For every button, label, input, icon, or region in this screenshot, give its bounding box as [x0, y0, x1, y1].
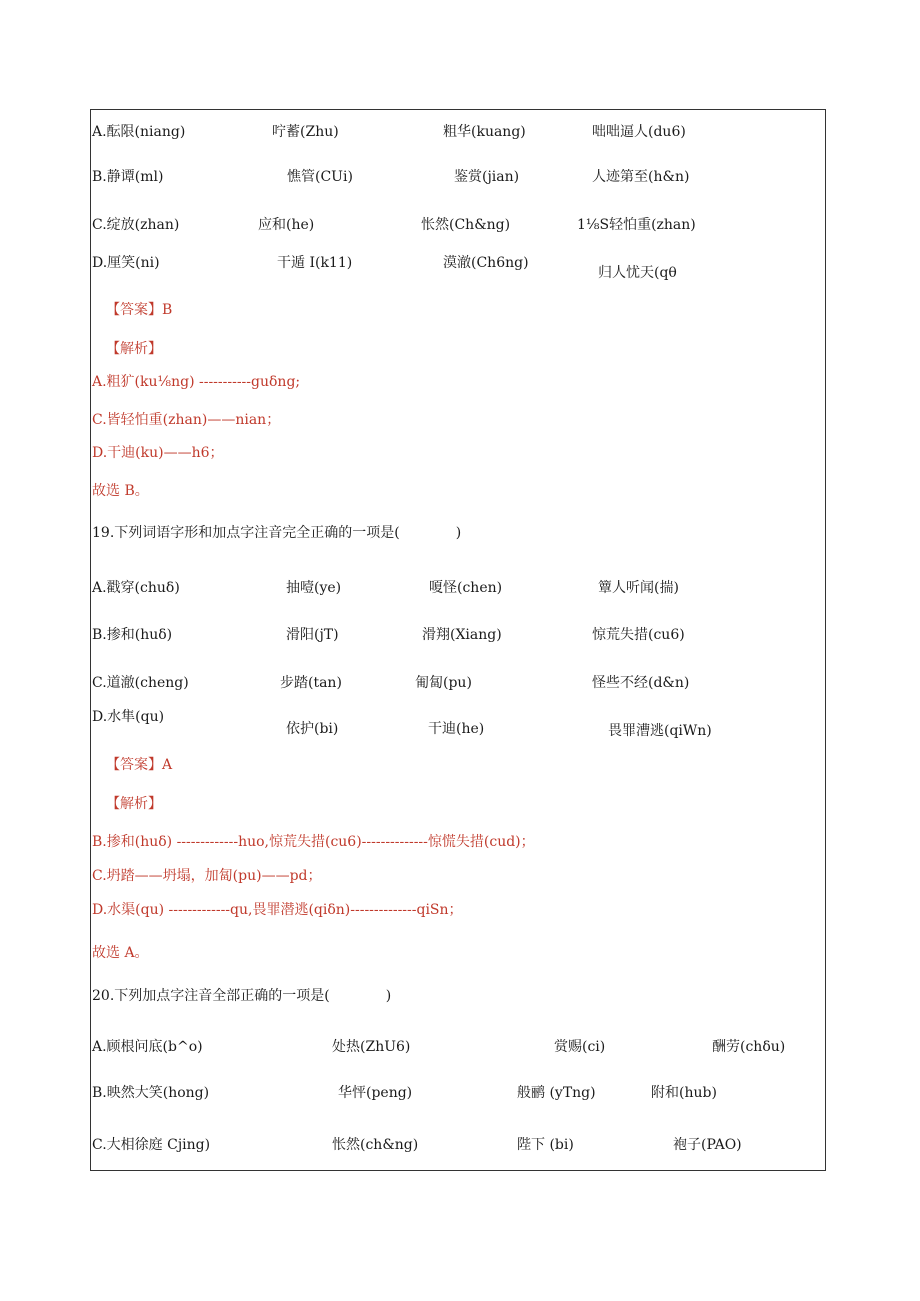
q20-option-a-1: A.顾根问底(b^o) — [92, 1039, 203, 1055]
q18-analysis-line: D.干迪(ku)——h6； — [92, 445, 224, 461]
q18-option-c-3: 怅然(Ch&ng) — [421, 217, 511, 233]
q19-stem: 19.下列词语字形和加点字注音完全正确的一项是( ) — [92, 525, 462, 541]
q18-option-b-3: 鉴赏(jian) — [454, 169, 520, 185]
q18-option-a-2: 咛蓄(Zhu) — [272, 124, 339, 140]
q19-answer: 【答案】A — [106, 757, 173, 773]
q19-option-b-2: 滑阳(jT) — [286, 627, 339, 643]
q19-option-d-2: 依护(bi) — [286, 721, 339, 737]
q18-option-d-3: 漠澈(Ch6ng) — [443, 255, 529, 271]
q18-analysis-line: C.皆轻怕重(zhan)——nian； — [92, 412, 281, 428]
q18-option-c-1: C.绽放(zhan) — [92, 217, 180, 233]
q18-analysis-line: A.粗犷(ku⅛ng) -----------guδng; — [92, 374, 301, 390]
q20-option-c-4: 袍子(PAO) — [673, 1137, 742, 1153]
q18-analysis-title: 【解析】 — [106, 341, 162, 357]
q20-option-b-1: B.映然大笑(hong) — [92, 1085, 210, 1101]
q20-option-a-2: 处热(ZhU6) — [332, 1039, 411, 1055]
q18-option-d-1: D.厘笑(ni) — [92, 255, 160, 271]
q19-option-b-1: B.掺和(huδ) — [92, 627, 173, 643]
q20-option-b-3: 般鹂 (yTng) — [517, 1085, 596, 1101]
q19-option-b-3: 滑翔(Xiang) — [422, 627, 502, 643]
q19-option-d-4: 畏罪漕逃(qiWn) — [608, 723, 712, 739]
q18-option-c-4: 1⅛S轻怕重(zhan) — [577, 217, 696, 233]
q20-option-b-4: 附和(hub) — [651, 1085, 717, 1101]
q20-option-a-4: 酬劳(chδu) — [712, 1039, 786, 1055]
q19-option-c-4: 怪些不经(d&n) — [592, 675, 690, 691]
q19-option-a-4: 簟人听闻(揣) — [598, 580, 679, 596]
q18-conclusion: 故选 B。 — [92, 483, 149, 499]
q19-option-c-3: 匍匐(pu) — [415, 675, 472, 691]
q19-option-b-4: 惊荒失措(cu6) — [592, 627, 685, 643]
q19-analysis-title: 【解析】 — [106, 796, 162, 812]
q18-option-c-2: 应和(he) — [258, 217, 315, 233]
q20-option-b-2: 华怦(peng) — [338, 1085, 413, 1101]
q18-option-b-2: 憔管(CUi) — [287, 169, 353, 185]
q18-option-d-2: 干遁 I(k11) — [277, 255, 353, 271]
q19-option-c-2: 步踏(tan) — [280, 675, 342, 691]
q19-option-c-1: C.道澈(cheng) — [92, 675, 189, 691]
q19-option-a-1: A.戳穿(chuδ) — [92, 580, 180, 596]
q20-option-c-3: 陛下 (bi) — [517, 1137, 574, 1153]
q18-option-b-1: B.静谭(ml) — [92, 169, 164, 185]
q18-answer: 【答案】B — [106, 302, 173, 318]
q18-option-d-4: 归人忧天(qθ — [598, 265, 677, 281]
q19-option-d-3: 干迪(he) — [428, 721, 485, 737]
q20-option-c-1: C.大相徐庭 Cjing) — [92, 1137, 211, 1153]
q19-conclusion: 故选 A。 — [92, 945, 149, 961]
q19-option-a-2: 抽噎(ye) — [286, 580, 342, 596]
q19-option-a-3: 嗄怪(chen) — [429, 580, 503, 596]
q19-option-d-1: D.水隼(qu) — [92, 709, 165, 725]
q18-option-a-4: 咄咄逼人(du6) — [592, 124, 686, 140]
q19-analysis-line: C.坍踏——坍塌，加匐(pu)——pd； — [92, 868, 322, 884]
q18-option-b-4: 人迹第至(h&n) — [592, 169, 690, 185]
q20-option-c-2: 怅然(ch&ng) — [332, 1137, 419, 1153]
q20-stem: 20.下列加点字注音全部正确的一项是( ) — [92, 988, 392, 1004]
q18-option-a-1: A.酝限(niang) — [92, 124, 186, 140]
q19-analysis-line: B.掺和(huδ) -------------huo,惊荒失措(cu6)--------------惊慌失措(cud)； — [92, 834, 535, 850]
q18-option-a-3: 粗华(kuang) — [443, 124, 526, 140]
q19-analysis-line: D.水渠(qu) -------------qu,畏罪潜逃(qiδn)--------------qiSn； — [92, 902, 463, 918]
q20-option-a-3: 赏赐(ci) — [554, 1039, 606, 1055]
